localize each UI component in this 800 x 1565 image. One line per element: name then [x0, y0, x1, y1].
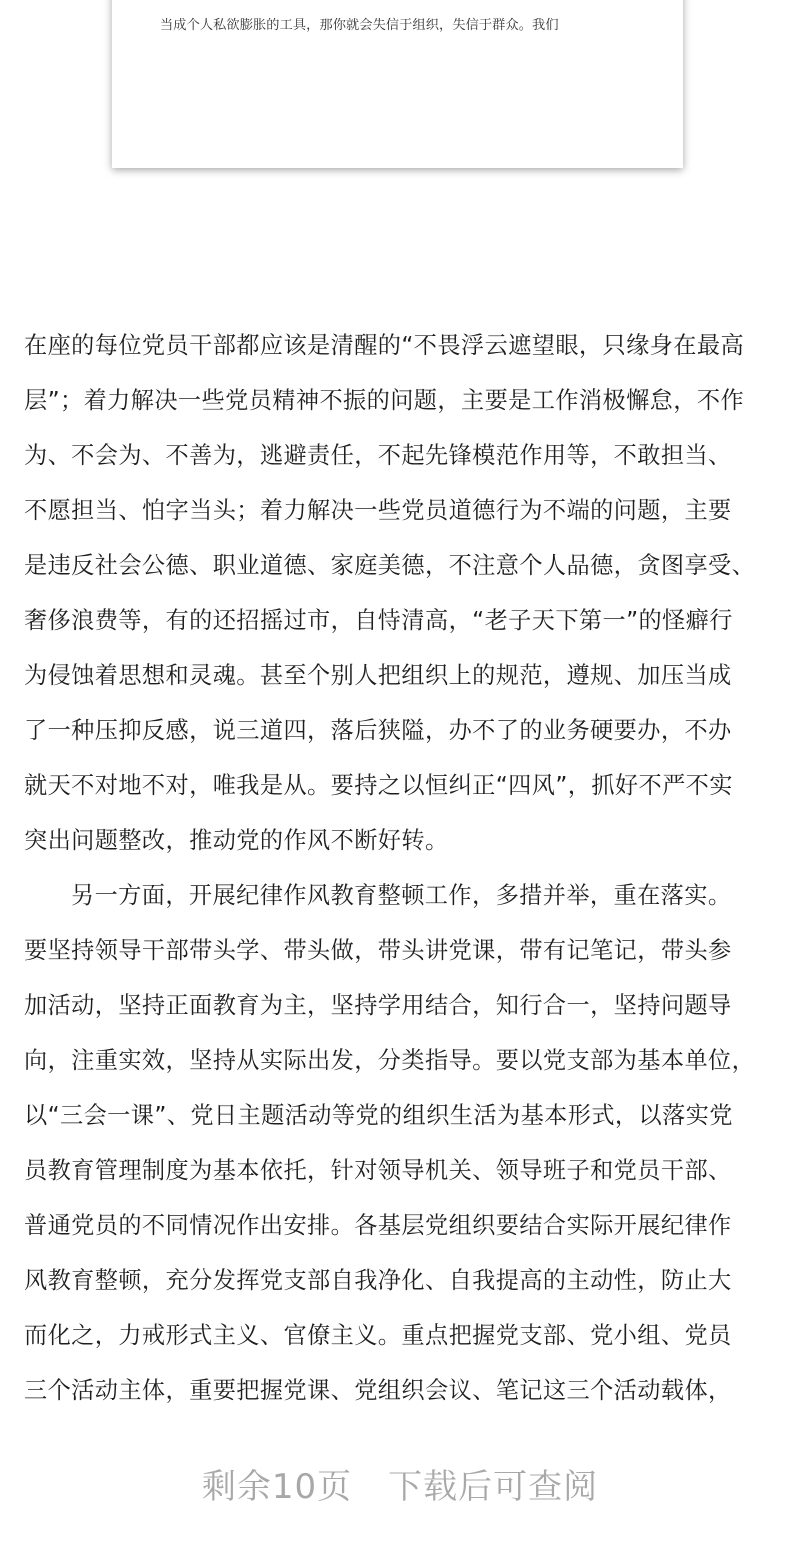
remaining-pages-label: 剩余10页 — [201, 1467, 353, 1507]
text-line: 是违反社会公德、职业道德、家庭美德，不注意个人品德，贪图享受、 — [24, 552, 756, 579]
text-line: 为、不会为、不善为，逃避责任，不起先锋模范作用等，不敢担当、 — [24, 442, 732, 469]
paragraph-start-line: 另一方面，开展纪律作风教育整顿工作，多措并举，重在落实。 — [71, 882, 732, 909]
text-line: 加活动，坚持正面教育为主，坚持学用结合，知行合一，坚持问题导 — [24, 992, 732, 1019]
text-line: 突出问题整改，推动党的作风不断好转。 — [24, 827, 449, 854]
document-body — [24, 318, 784, 1418]
text-line: 风教育整顿，充分发挥党支部自我净化、自我提高的主动性，防止大 — [24, 1267, 732, 1294]
text-line: 不愿担当、怕字当头；着力解决一些党员道德行为不端的问题，主要 — [24, 497, 732, 524]
text-line: 奢侈浪费等，有的还招摇过市，自恃清高，“老子天下第一”的怪癖行 — [24, 607, 733, 634]
text-line: 三个活动主体，重要把握党课、党组织会议、笔记这三个活动载体， — [24, 1377, 732, 1404]
preview-line: 当成个人私欲膨胀的工具，那你就会失信于组织，失信于群众。我们 — [160, 18, 559, 33]
text-line: 要坚持领导干部带头学、带头做，带头讲党课，带有记笔记，带头参 — [24, 937, 732, 964]
text-line: 员教育管理制度为基本依托，针对领导机关、领导班子和党员干部、 — [24, 1157, 732, 1184]
text-line: 而化之，力戒形式主义、官僚主义。重点把握党支部、党小组、党员 — [24, 1322, 732, 1349]
text-line: 为侵蚀着思想和灵魂。甚至个别人把组织上的规范，遵规、加压当成 — [24, 662, 732, 689]
text-line: 就天不对地不对，唯我是从。要持之以恒纠正“四风”，抓好不严不实 — [24, 772, 733, 799]
download-prompt[interactable] — [0, 1462, 800, 1512]
text-line: 以“三会一课”、党日主题活动等党的组织生活为基本形式，以落实党 — [24, 1102, 733, 1129]
text-line: 普通党员的不同情况作出安排。各基层党组织要结合实际开展纪律作 — [24, 1212, 732, 1239]
text-line: 向，注重实效，坚持从实际出发，分类指导。要以党支部为基本单位， — [24, 1047, 756, 1074]
preview-card — [112, 0, 683, 168]
preview-line — [160, 0, 559, 3]
text-line: 了一种压抑反感，说三道四，落后狭隘，办不了的业务硬要办，不办 — [24, 717, 732, 744]
text-line: 在座的每位党员干部都应该是清醒的“不畏浮云遮望眼，只缘身在最高 — [24, 332, 745, 359]
text-line: 层”；着力解决一些党员精神不振的问题，主要是工作消极懈怠，不作 — [24, 387, 745, 414]
download-to-view-label: 下载后可查阅 — [388, 1467, 599, 1507]
